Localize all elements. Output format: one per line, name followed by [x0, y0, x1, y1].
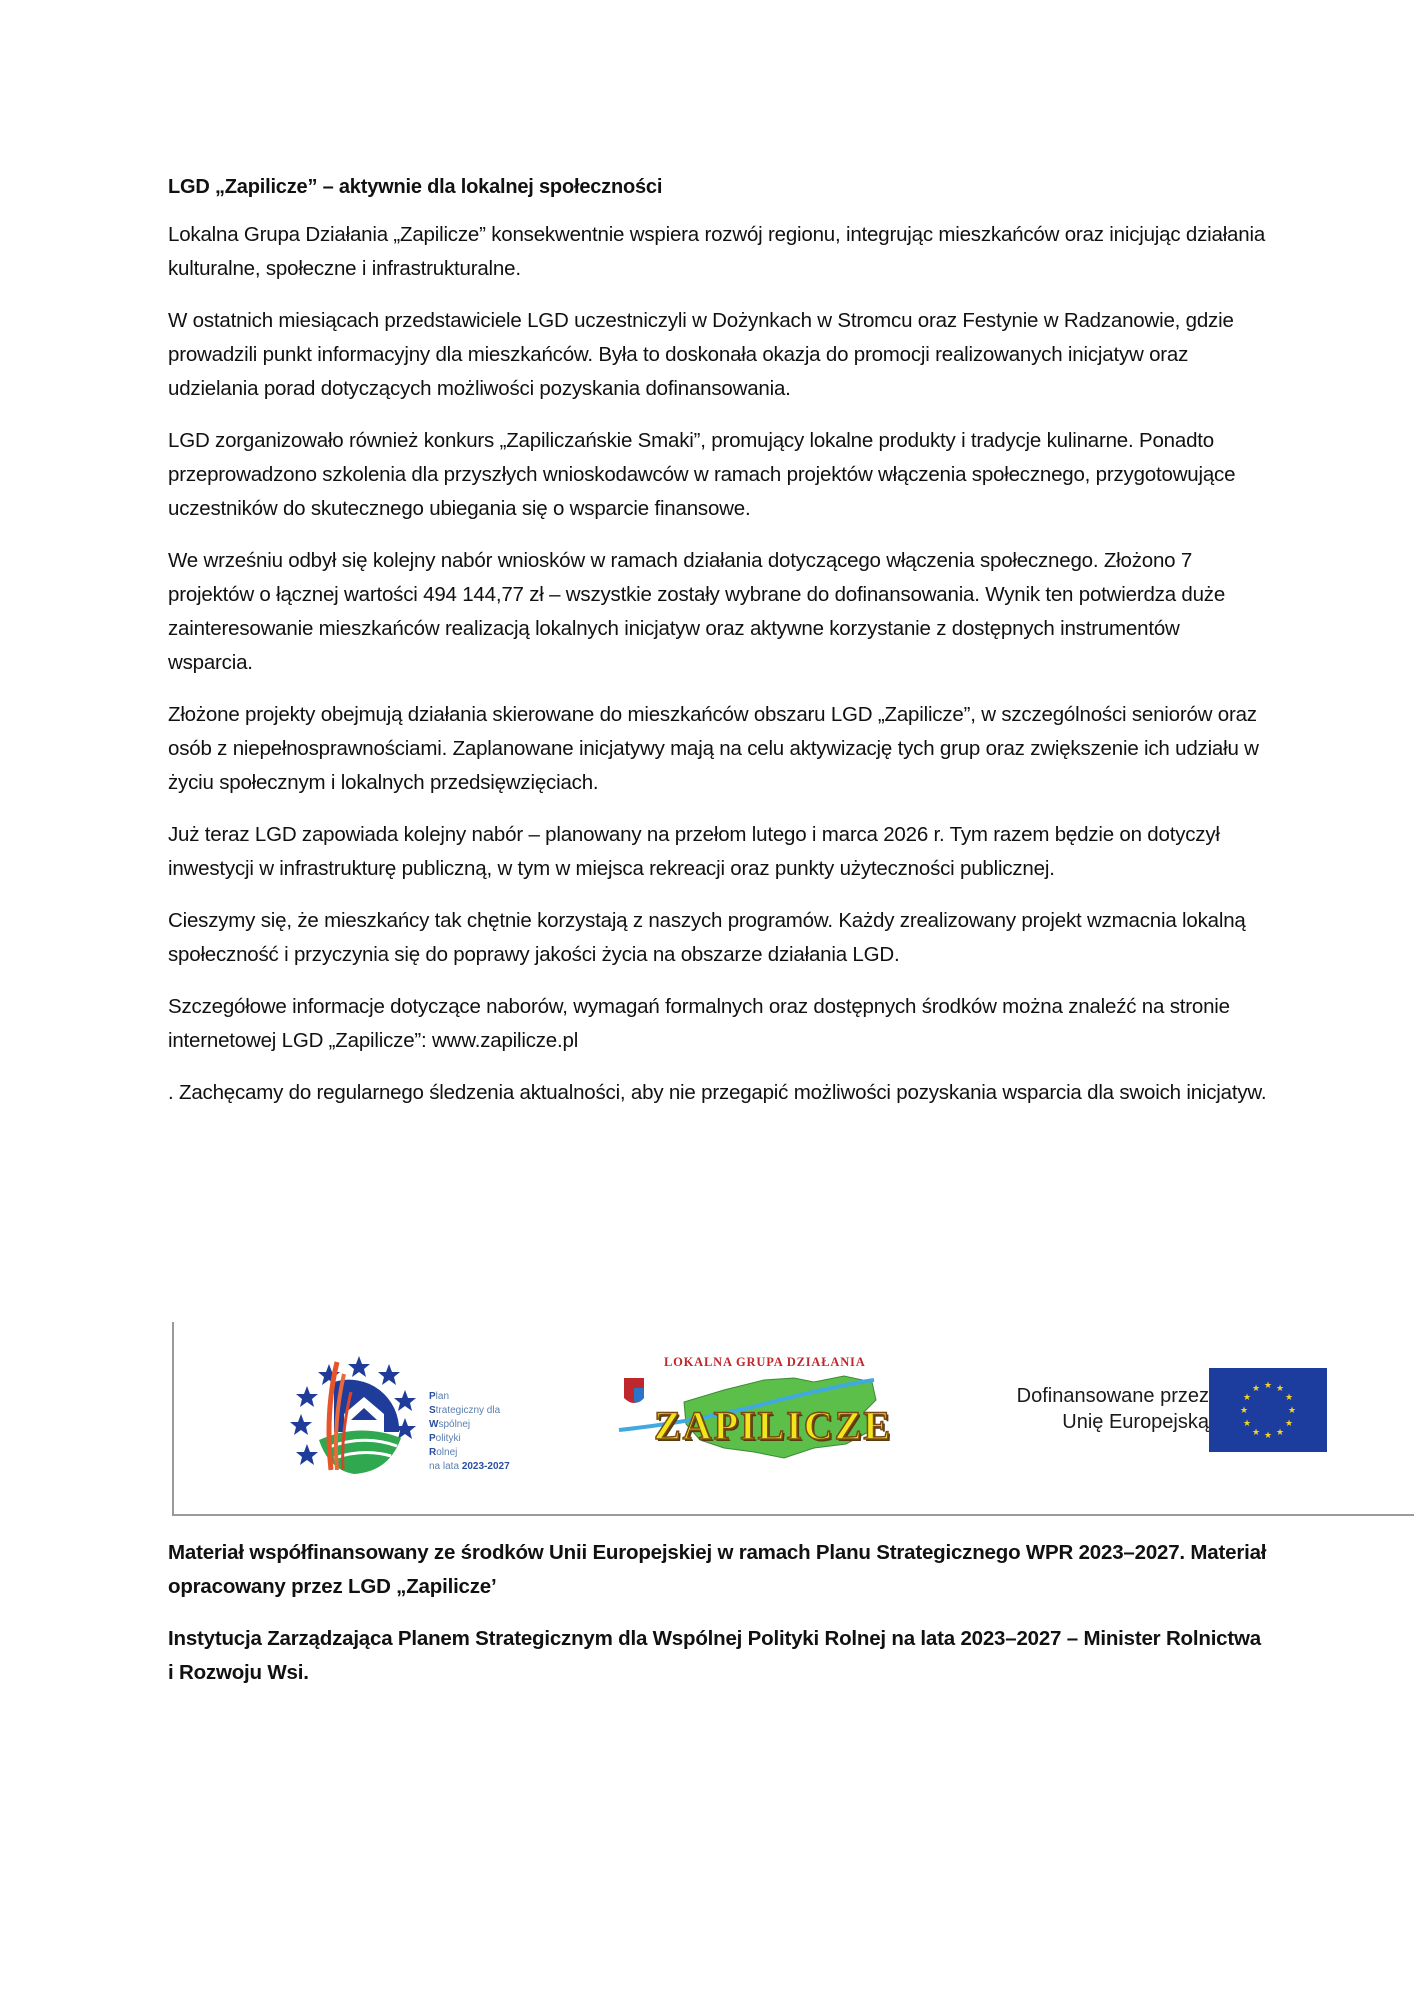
paragraph-intro: Lokalna Grupa Działania „Zapilicze” konsekwentnie wspiera rozwój regionu, integrując mieszkańców oraz inicjując działania kulturalne, społeczne i infrastrukturalne.: [168, 223, 1266, 280]
paragraph-encouragement: . Zachęcamy do regularnego śledzenia aktualności, aby nie przegapić możliwości pozyskania wsparcia dla swoich inicjatyw.: [168, 1081, 1267, 1104]
svg-text:★: ★: [1284, 1393, 1294, 1403]
svg-text:★: ★: [1251, 1384, 1261, 1394]
svg-text:★: ★: [1263, 1431, 1273, 1441]
footer-notes: [168, 1536, 1268, 1708]
psp-wpr-logo-icon: [289, 1352, 419, 1482]
lgd-logo-name: ZAPILICZE: [654, 1403, 893, 1448]
svg-text:★: ★: [1275, 1384, 1285, 1394]
svg-text:★: ★: [1284, 1419, 1294, 1429]
document-body: [168, 170, 1268, 1128]
eu-flag-icon: [1209, 1368, 1327, 1452]
svg-text:★: ★: [1242, 1419, 1252, 1429]
paragraph-thanks: Cieszymy się, że mieszkańcy tak chętnie korzystają z naszych programów. Każdy zrealizowany projekt wzmacnia lokalną społeczność i przyczynia się do poprawy jakości życia na obszarze działania LGD.: [168, 909, 1246, 966]
svg-text:★: ★: [1275, 1428, 1285, 1438]
psp-wpr-logo: [289, 1342, 529, 1492]
paragraph-contest-training: LGD zorganizowało również konkurs „Zapiliczańskie Smaki”, promujący lokalne produkty i tradycje kulinarne. Ponadto przeprowadzono szkolenia dla przyszłych wnioskodawców w ramach projektów włączenia społecznego, przygotowujące uczestników do skutecznego ubiegania się o wsparcie finansowe.: [168, 429, 1236, 520]
cofinancing-note: Materiał współfinansowany ze środków Unii Europejskiej w ramach Planu Strategicznego WPR 2023–2027. Materiał opracowany przez LGD „Zapilicze’: [168, 1541, 1267, 1598]
paragraph-next-call: Już teraz LGD zapowiada kolejny nabór – planowany na przełom lutego i marca 2026 r. Tym razem będzie on dotyczył inwestycji w infrastrukturę publiczną, w tym w miejsca rekreacji oraz punkty użyteczności publicznej.: [168, 823, 1220, 880]
lgd-logo-top-text: LOKALNA GRUPA DZIAŁANIA: [664, 1355, 866, 1369]
paragraph-september-call: We wrześniu odbył się kolejny nabór wniosków w ramach działania dotyczącego włączenia społecznego. Złożono 7 projektów o łącznej wartości 494 144,77 zł – wszystkie zostały wybrane do dofinansowania. Wynik ten potwierdza duże zainteresowanie mieszkańców realizacją lokalnych inicjatyw oraz aktywne korzystanie z dostępnych instrumentów wsparcia.: [168, 549, 1226, 674]
svg-text:★: ★: [1242, 1393, 1252, 1403]
psp-wpr-logo-text: Plan Strategiczny dla Wspólnej Polityki Rolnej na lata 2023-2027: [429, 1391, 510, 1472]
lgd-zapilicze-logo: [614, 1352, 904, 1472]
paragraph-events: W ostatnich miesiącach przedstawiciele LGD uczestniczyli w Dożynkach w Stromcu oraz Festynie w Radzanowie, gdzie prowadzili punkt informacyjny dla mieszkańców. Była to doskonała okazja do promocji realizowanych inicjatyw oraz udzielania porad dotyczących możliwości pozyskania dofinansowania.: [168, 309, 1234, 400]
funding-logos-banner: [172, 1322, 1414, 1516]
paragraph-website-info: Szczegółowe informacje dotyczące naborów, wymagań formalnych oraz dostępnych środków można znaleźć na stronie internetowej LGD „Zapilicze”: www.zapilicze.pl: [168, 995, 1230, 1052]
svg-text:★: ★: [1287, 1406, 1297, 1416]
eu-cofinancing-text: Dofinansowane przez Unię Europejską: [1016, 1385, 1209, 1433]
paragraph-projects: Złożone projekty obejmują działania skierowane do mieszkańców obszaru LGD „Zapilicze”, w szczególności seniorów oraz osób z niepełnosprawnościami. Zaplanowane inicjatywy mają na celu aktywizację tych grup oraz zwiększenie ich udziału w życiu społecznym i lokalnych przedsięwzięciach.: [168, 703, 1259, 794]
managing-authority-note: Instytucja Zarządzająca Planem Strategicznym dla Wspólnej Polityki Rolnej na lata 2023–2027 – Minister Rolnictwa i Rozwoju Wsi.: [168, 1627, 1261, 1684]
svg-text:★: ★: [1263, 1381, 1273, 1391]
svg-text:★: ★: [1239, 1406, 1249, 1416]
document-title: LGD „Zapilicze” – aktywnie dla lokalnej społeczności: [168, 176, 663, 198]
svg-text:★: ★: [1251, 1428, 1261, 1438]
